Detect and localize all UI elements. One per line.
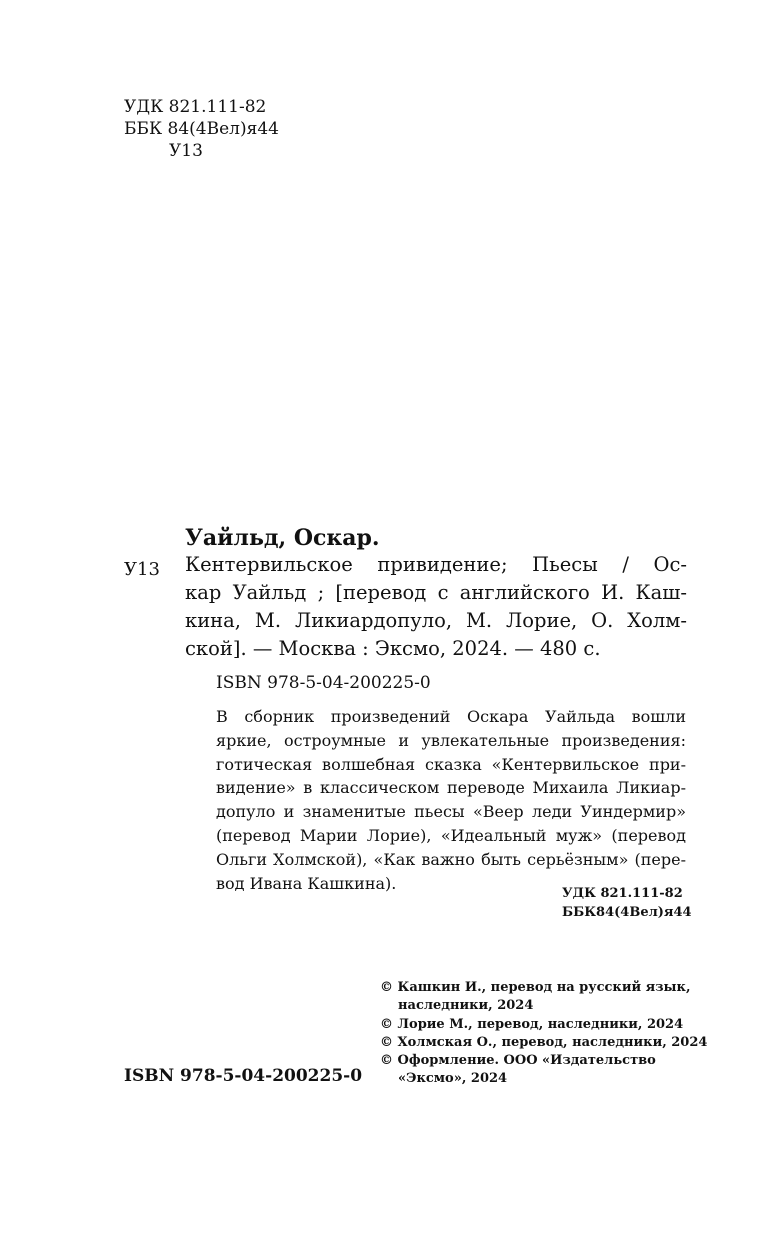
udk-code: УДК 821.111-82 — [124, 97, 267, 117]
annotation-line: В сборник произведений Оскара Уайльда вошли — [216, 707, 686, 726]
record-author: Уайльд, Оскар. — [185, 525, 380, 551]
author-mark: У13 — [169, 141, 203, 161]
bibliographic-description — [185, 551, 687, 663]
annotation-bbk: ББК84(4Вел)я44 — [562, 905, 692, 920]
annotation-codes — [562, 884, 692, 922]
copyright-line: © Оформление. ООО «Издательство — [380, 1053, 656, 1069]
annotation-line: видение» в классическом переводе Михаила Ликиар- — [216, 778, 686, 798]
annotation-line: (перевод Марии Лорие), «Идеальный муж» (перевод — [216, 825, 686, 845]
copyright-notices — [380, 979, 707, 1089]
record-author-mark: У13 — [124, 559, 160, 580]
description-line: кина, М. Ликиардопуло, М. Лорие, О. Холм- — [185, 609, 687, 632]
copyright-line: © Кашкин И., перевод на русский язык, — [380, 980, 691, 995]
copyright-line: © Холмская О., перевод, наследники, 2024 — [380, 1034, 708, 1050]
classification-block — [124, 96, 279, 162]
copyright-line: наследники, 2024 — [398, 998, 534, 1014]
annotation-line: яркие, остроумные и увлекательные произведения: — [216, 730, 686, 750]
annotation — [216, 705, 686, 895]
record-isbn: ISBN 978-5-04-200225-0 — [216, 673, 431, 693]
annotation-line: Ольги Холмской), «Как важно быть серьёзным» (пере- — [216, 849, 686, 869]
copyright-line: «Эксмо», 2024 — [398, 1071, 508, 1087]
annotation-line: допуло и знаменитые пьесы «Веер леди Уиндермир» — [216, 802, 686, 822]
annotation-line: готическая волшебная сказка «Кентервильское при- — [216, 754, 686, 774]
description-line: Кентервильское привидение; Пьесы / Ос- — [185, 553, 687, 576]
annotation-line: вод Ивана Кашкина). — [216, 873, 397, 893]
description-line: кар Уайльд ; [перевод с английского И. Каш- — [185, 581, 687, 604]
footer-isbn: ISBN 978-5-04-200225-0 — [124, 1066, 363, 1086]
annotation-udk: УДК 821.111-82 — [562, 886, 683, 901]
description-line: ской]. — Москва : Эксмо, 2024. — 480 с. — [185, 637, 601, 660]
bbk-code: ББК 84(4Вел)я44 — [124, 119, 279, 139]
copyright-line: © Лорие М., перевод, наследники, 2024 — [380, 1016, 684, 1032]
